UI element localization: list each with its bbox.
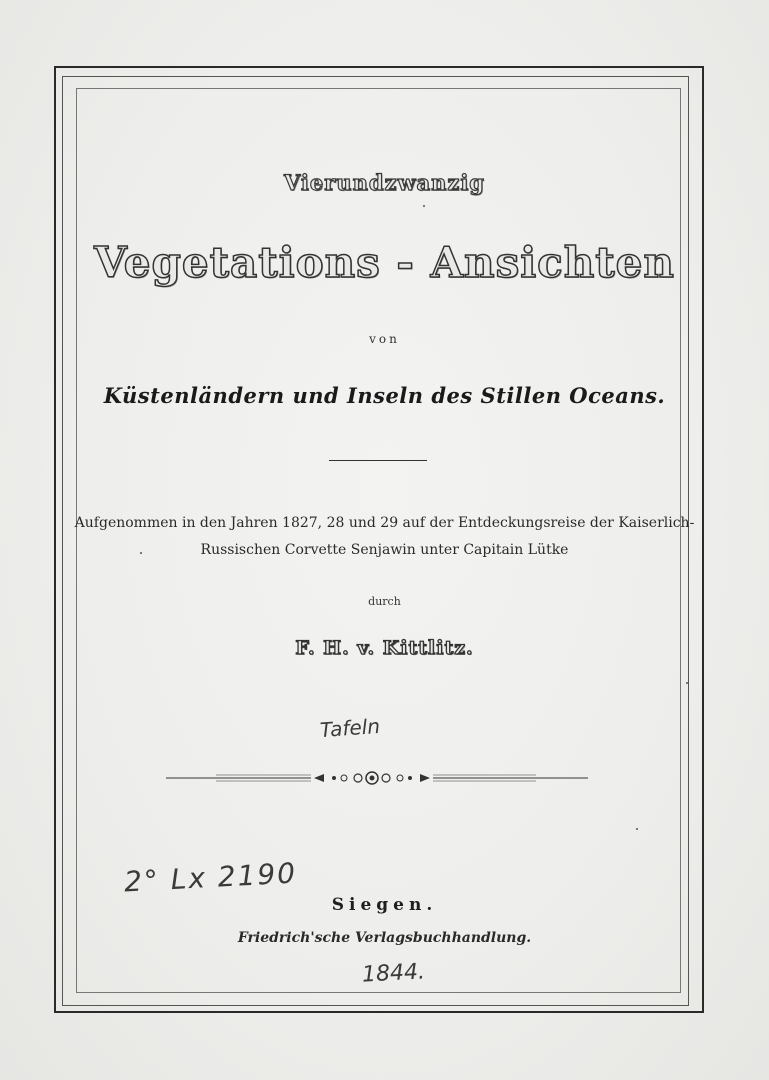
speck [423, 205, 425, 207]
divider-rule [329, 460, 427, 461]
heading-number: Vierundzwanzig [283, 170, 485, 195]
ornament-divider [166, 766, 588, 792]
innermost-border [76, 88, 681, 993]
handwritten-year: 1844. [361, 959, 426, 988]
von-text: von [369, 332, 400, 346]
speck [140, 552, 142, 554]
main-title: Vegetations - Ansichten [94, 238, 675, 287]
subtitle: Küstenländern und Inseln des Stillen Oceans. [103, 383, 666, 408]
author-name: F. H. v. Kittlitz. [295, 637, 474, 659]
description-line-1: Aufgenommen in den Jahren 1827, 28 und 29 auf der Entdeckungsreise der Kaiserlich- [74, 515, 695, 531]
speck [636, 828, 638, 830]
speck [686, 682, 688, 684]
publisher: Friedrich'sche Verlagsbuchhandlung. [237, 930, 532, 946]
description-line-2: Russischen Corvette Senjawin unter Capitain Lütke [200, 542, 569, 558]
handwritten-shelfmark: 2° Lx 2190 [123, 856, 298, 899]
handwritten-note: Tafeln [319, 713, 381, 743]
publication-place: Siegen. [331, 895, 438, 915]
durch-text: durch [368, 595, 401, 608]
